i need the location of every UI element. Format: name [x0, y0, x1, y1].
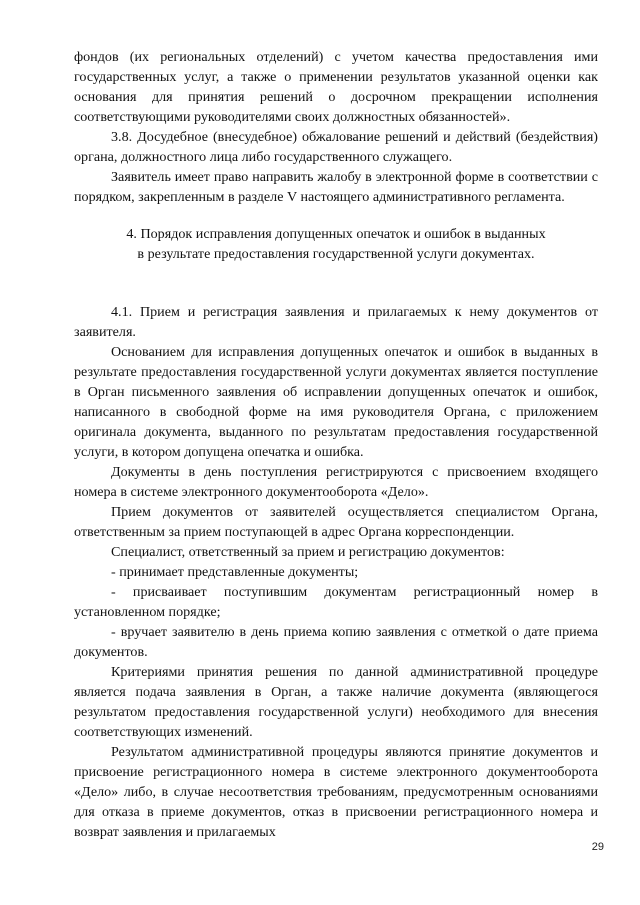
complaint-paragraph: Заявитель имеет право направить жалобу в электронной форме в соответствии с порядком, закрепленным в разделе V настоящего административного регламента.: [74, 169, 598, 205]
page-body: [74, 47, 598, 842]
page-number: 29: [591, 841, 604, 853]
specialist-paragraph: Специалист, ответственный за прием и регистрацию документов:: [111, 544, 505, 560]
list-item: - вручает заявителю в день приема копию заявления с отметкой о дате приема документов.: [74, 624, 598, 660]
paragraph-3-8: 3.8. Досудебное (внесудебное) обжалование решений и действий (бездействия) органа, должностного лица либо государственного служащего.: [74, 129, 598, 165]
section-heading-line-1: 4. Порядок исправления допущенных опечаток и ошибок в выданных: [126, 226, 546, 242]
paragraph-4-1: 4.1. Прием и регистрация заявления и прилагаемых к нему документов от заявителя.: [74, 304, 598, 340]
section-heading: [74, 224, 598, 264]
basis-paragraph: Основанием для исправления допущенных опечаток и ошибок в выданных в результате предоставления государственной услуги документах является поступление в Орган письменного заявления об исправлении допущенных опечаток и ошибок, написанного в свободной форме на имя руководителя Органа, с приложением оригинала документа, выданного по результатам предоставления государственной услуги, в котором допущена опечатка и ошибка.: [74, 344, 598, 460]
criteria-paragraph: Критериями принятия решения по данной административной процедуре является подача заявления в Орган, а также наличие документа (являющегося результатом предоставления государственной услуги) необходимого для внесения соответствующих изменений.: [74, 664, 598, 740]
result-paragraph: Результатом административной процедуры являются принятие документов и присвоение регистрационного номера в системе электронного документооборота «Дело» либо, в случае несоответствия требованиям, предусмотренным основаниями для отказа в приеме документов, отказ в присвоении регистрационного номера и возврат заявления и прилагаемых: [74, 744, 598, 840]
spacer: [74, 207, 598, 224]
registration-paragraph: Документы в день поступления регистрируются с присвоением входящего номера в системе электронного документооборота «Дело».: [74, 464, 598, 500]
section-heading-line-2: в результате предоставления государственной услуги документах.: [137, 246, 535, 262]
continuation-paragraph: фондов (их региональных отделений) с учетом качества предоставления ими государственных услуг, а также о применении результатов указанной оценки как основания для принятия решений о досрочном прекращении исполнения соответствующими руководителями своих должностных обязанностей».: [74, 49, 598, 125]
list-item: - принимает представленные документы;: [111, 564, 359, 580]
list-item: - присваивает поступившим документам регистрационный номер в установленном порядке;: [74, 584, 598, 620]
spacer: [74, 264, 598, 302]
reception-paragraph: Прием документов от заявителей осуществляется специалистом Органа, ответственным за прием поступающей в адрес Органа корреспонденции.: [74, 504, 598, 540]
